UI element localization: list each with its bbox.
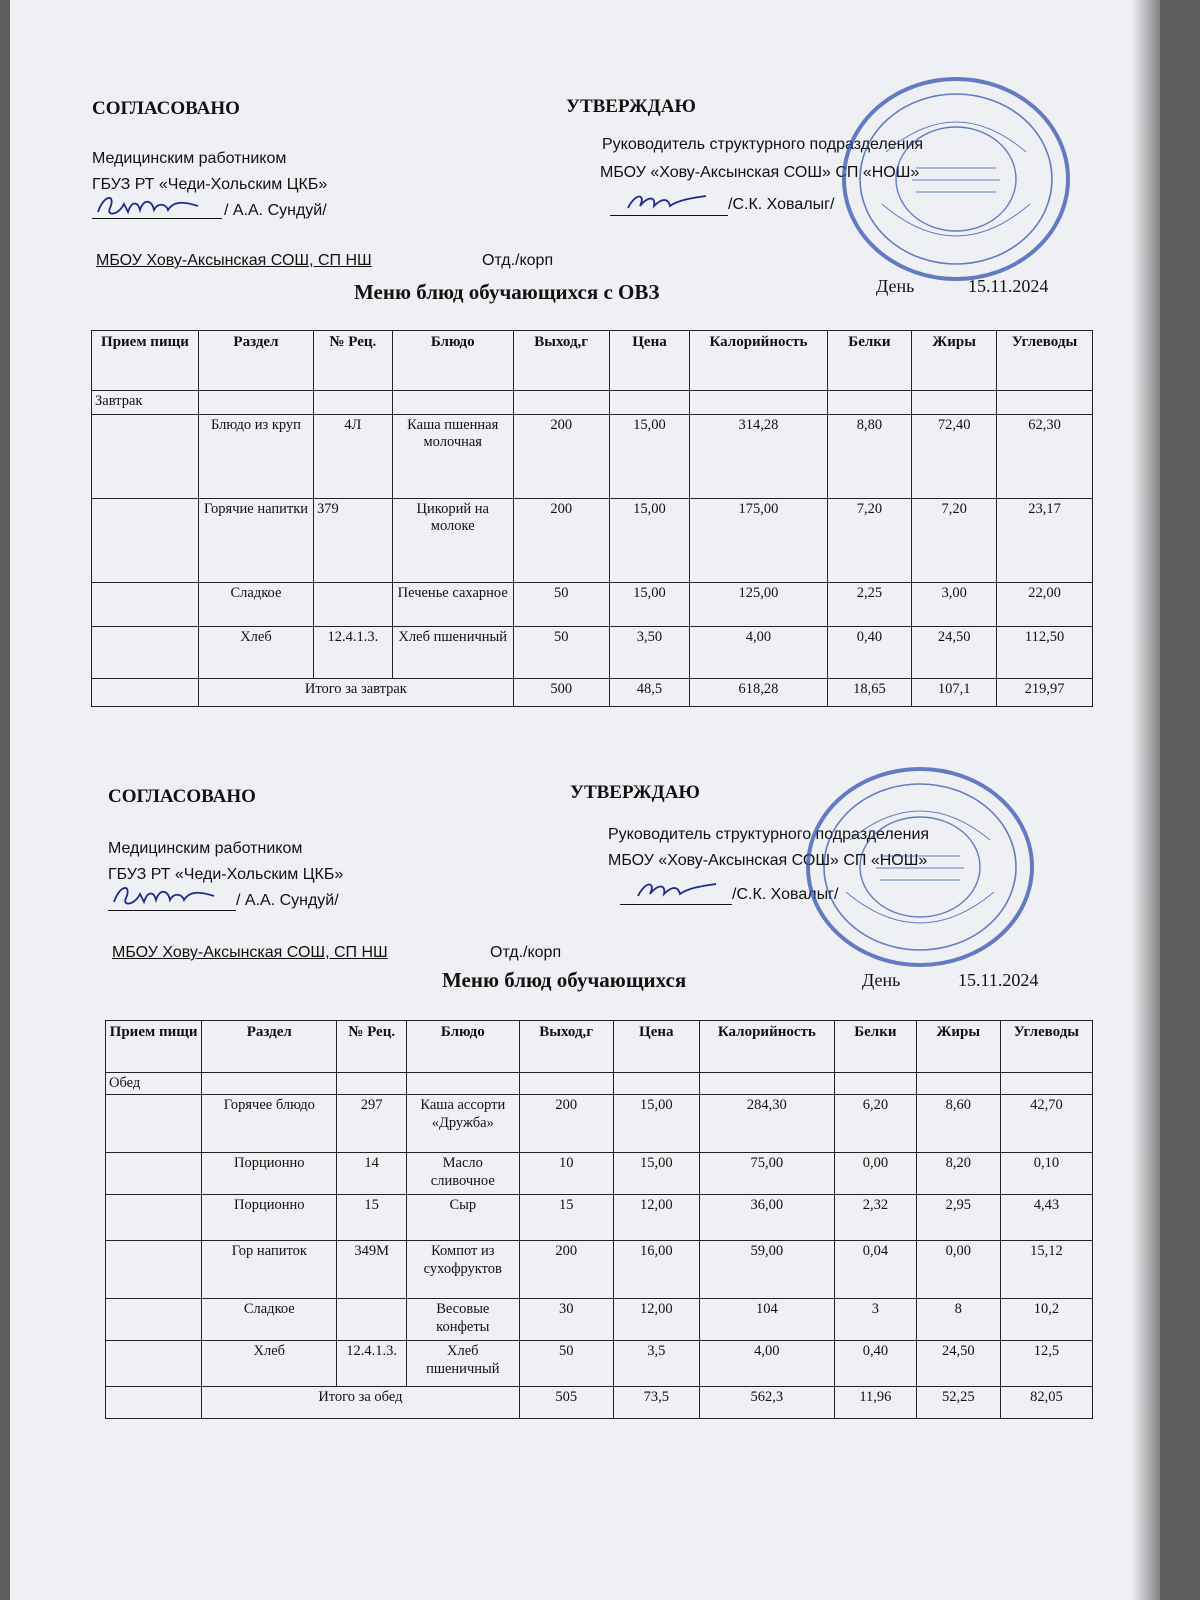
table-cell: 0,40 [827, 627, 912, 679]
table-cell: 15 [519, 1195, 613, 1241]
table-cell: 18,65 [827, 679, 912, 707]
table-cell: 12,00 [613, 1299, 699, 1341]
table-cell: 4,00 [690, 627, 827, 679]
table-cell: 618,28 [690, 679, 827, 707]
table-cell: 3 [834, 1299, 916, 1341]
medic-signature-line [108, 910, 236, 911]
table-cell: Сыр [406, 1195, 519, 1241]
col-header: Блюдо [406, 1021, 519, 1073]
menu-block-breakfast [10, 0, 1160, 730]
col-header: Углеводы [1000, 1021, 1092, 1073]
table-cell: 15,00 [609, 583, 690, 627]
table-cell: 349М [337, 1241, 407, 1299]
table-cell: 12,5 [1000, 1341, 1092, 1387]
table-cell: Хлеб [202, 1341, 337, 1387]
table-cell: 112,50 [997, 627, 1093, 679]
table-cell: Горячее блюдо [202, 1095, 337, 1153]
table-cell: 10,2 [1000, 1299, 1092, 1341]
school-name: МБОУ Хову-Аксынская СОШ, СП НШ [112, 944, 388, 961]
medic-signature [94, 190, 204, 222]
table-cell: 73,5 [613, 1387, 699, 1419]
table-cell: 219,97 [997, 679, 1093, 707]
table-cell: 4,00 [699, 1341, 834, 1387]
table-cell: 75,00 [699, 1153, 834, 1195]
lunch-table [105, 1020, 1093, 1419]
table-cell: 125,00 [690, 583, 827, 627]
table-cell [106, 1299, 202, 1341]
table-cell: 200 [519, 1241, 613, 1299]
table-cell: 14 [337, 1153, 407, 1195]
col-header: Углеводы [997, 331, 1093, 391]
medic-title: Медицинским работником [92, 150, 287, 167]
head-title: Руководитель структурного подразделения [608, 826, 930, 843]
table-cell: 15,00 [613, 1095, 699, 1153]
table-cell: 379 [313, 499, 392, 583]
table-cell [106, 1195, 202, 1241]
table-cell: 50 [519, 1341, 613, 1387]
table-cell: 15,00 [613, 1153, 699, 1195]
dept-label: Отд./корп [490, 944, 562, 961]
table-cell: 2,25 [827, 583, 912, 627]
table-row [106, 1153, 1093, 1195]
medic-signature [110, 880, 220, 912]
table-cell: Сладкое [198, 583, 313, 627]
table-cell [92, 583, 199, 627]
table-row [92, 499, 1093, 583]
day-label: День [862, 970, 901, 990]
document-page [10, 0, 1160, 1600]
day-label: День [876, 276, 915, 296]
table-cell [92, 415, 199, 499]
total-label: Итого за обед [202, 1387, 519, 1419]
table-cell: 175,00 [690, 499, 827, 583]
table-cell: 15,00 [609, 415, 690, 499]
meal-row [92, 391, 1093, 415]
table-cell: 314,28 [690, 415, 827, 499]
table-cell: 50 [513, 583, 609, 627]
col-header: Белки [834, 1021, 916, 1073]
table-cell: 3,00 [912, 583, 997, 627]
table-cell: 505 [519, 1387, 613, 1419]
medic-org: ГБУЗ РТ «Чеди-Хольским ЦКБ» [92, 176, 328, 193]
table-cell: Сладкое [202, 1299, 337, 1341]
table-cell: 200 [513, 415, 609, 499]
table-cell: Масло сливочное [406, 1153, 519, 1195]
official-stamp [838, 72, 1074, 286]
table-cell [92, 499, 199, 583]
table-cell: 52,25 [916, 1387, 1000, 1419]
table-cell: 0,40 [834, 1341, 916, 1387]
col-header: Выход,г [513, 331, 609, 391]
table-cell: 30 [519, 1299, 613, 1341]
table-cell: 50 [513, 627, 609, 679]
head-signature-line [620, 904, 732, 905]
breakfast-table [91, 330, 1093, 707]
table-cell: 62,30 [997, 415, 1093, 499]
table-cell: 7,20 [912, 499, 997, 583]
table-cell: 7,20 [827, 499, 912, 583]
table-cell: Гор напиток [202, 1241, 337, 1299]
table-cell: Порционно [202, 1195, 337, 1241]
approved-right-heading: УТВЕРЖДАЮ [570, 782, 700, 803]
table-cell: 0,10 [1000, 1153, 1092, 1195]
table-cell: 59,00 [699, 1241, 834, 1299]
table-cell: 2,95 [916, 1195, 1000, 1241]
col-header: Белки [827, 331, 912, 391]
table-cell: Каша ассорти «Дружба» [406, 1095, 519, 1153]
table-cell: 12.4.1.3. [313, 627, 392, 679]
head-org: МБОУ «Хову-Аксынская СОШ» СП «НОШ» [600, 164, 920, 181]
table-cell [337, 1299, 407, 1341]
menu-date: 15.11.2024 [968, 276, 1049, 296]
table-row [92, 415, 1093, 499]
table-cell: Хлеб пшеничный [406, 1341, 519, 1387]
table-cell: 15,12 [1000, 1241, 1092, 1299]
col-header: Выход,г [519, 1021, 613, 1073]
table-row [106, 1241, 1093, 1299]
table-cell: Каша пшенная молочная [392, 415, 513, 499]
medic-title: Медицинским работником [108, 840, 303, 857]
table-cell: 0,04 [834, 1241, 916, 1299]
col-header: Цена [609, 331, 690, 391]
table-cell: Горячие напитки [198, 499, 313, 583]
head-title: Руководитель структурного подразделения [602, 136, 924, 153]
table-cell: 4,43 [1000, 1195, 1092, 1241]
total-row [92, 679, 1093, 707]
table-header-row [106, 1021, 1093, 1073]
table-cell: 15,00 [609, 499, 690, 583]
table-cell: 107,1 [912, 679, 997, 707]
table-cell: 8,80 [827, 415, 912, 499]
medic-name: / А.А. Сундуй/ [224, 202, 327, 219]
meal-row [106, 1073, 1093, 1095]
table-cell: 562,3 [699, 1387, 834, 1419]
head-name: /С.К. Ховалыг/ [728, 196, 835, 213]
table-cell: Блюдо из круп [198, 415, 313, 499]
dept-label: Отд./корп [482, 252, 554, 269]
table-cell: 200 [519, 1095, 613, 1153]
table-cell: 48,5 [609, 679, 690, 707]
table-cell: 3,50 [609, 627, 690, 679]
table-cell: 500 [513, 679, 609, 707]
table-cell: 6,20 [834, 1095, 916, 1153]
table-cell: 3,5 [613, 1341, 699, 1387]
table-cell: 16,00 [613, 1241, 699, 1299]
table-row [106, 1341, 1093, 1387]
table-cell: 284,30 [699, 1095, 834, 1153]
medic-org: ГБУЗ РТ «Чеди-Хольским ЦКБ» [108, 866, 344, 883]
menu-date: 15.11.2024 [958, 970, 1039, 990]
table-cell: 23,17 [997, 499, 1093, 583]
official-stamp [802, 762, 1038, 972]
col-header: № Рец. [337, 1021, 407, 1073]
table-cell: 72,40 [912, 415, 997, 499]
table-cell: 12.4.1.3. [337, 1341, 407, 1387]
table-cell: 24,50 [916, 1341, 1000, 1387]
table-cell: 42,70 [1000, 1095, 1092, 1153]
table-cell: Весовые конфеты [406, 1299, 519, 1341]
table-cell: 24,50 [912, 627, 997, 679]
col-header: Раздел [198, 331, 313, 391]
table-cell: Порционно [202, 1153, 337, 1195]
school-name: МБОУ Хову-Аксынская СОШ, СП НШ [96, 252, 372, 269]
table-cell [106, 1153, 202, 1195]
table-cell: Печенье сахарное [392, 583, 513, 627]
col-header: Прием пищи [92, 331, 199, 391]
head-signature [622, 188, 712, 216]
menu-title: Меню блюд обучающихся с ОВЗ [354, 280, 660, 304]
table-cell: 10 [519, 1153, 613, 1195]
approved-right-heading: УТВЕРЖДАЮ [566, 96, 696, 117]
table-cell: 297 [337, 1095, 407, 1153]
head-org: МБОУ «Хову-Аксынская СОШ» СП «НОШ» [608, 852, 928, 869]
approved-left-heading: СОГЛАСОВАНО [92, 98, 240, 119]
table-row [106, 1299, 1093, 1341]
table-cell: 0,00 [834, 1153, 916, 1195]
table-cell: 11,96 [834, 1387, 916, 1419]
meal-label: Завтрак [92, 391, 199, 415]
meal-label: Обед [106, 1073, 202, 1095]
col-header: Калорийность [699, 1021, 834, 1073]
table-row [106, 1095, 1093, 1153]
table-cell: 15 [337, 1195, 407, 1241]
head-signature [632, 876, 722, 904]
table-cell: Хлеб [198, 627, 313, 679]
total-row [106, 1387, 1093, 1419]
table-header-row [92, 331, 1093, 391]
approved-left-heading: СОГЛАСОВАНО [108, 786, 256, 807]
table-row [106, 1195, 1093, 1241]
table-cell: Компот из сухофруктов [406, 1241, 519, 1299]
col-header: Прием пищи [106, 1021, 202, 1073]
table-cell [106, 1341, 202, 1387]
table-cell: Цикорий на молоке [392, 499, 513, 583]
table-cell: Хлеб пшеничный [392, 627, 513, 679]
table-cell: 12,00 [613, 1195, 699, 1241]
table-cell: 8,20 [916, 1153, 1000, 1195]
col-header: Раздел [202, 1021, 337, 1073]
table-cell: 8,60 [916, 1095, 1000, 1153]
table-cell: 22,00 [997, 583, 1093, 627]
table-row [92, 627, 1093, 679]
table-cell: 4Л [313, 415, 392, 499]
col-header: Блюдо [392, 331, 513, 391]
table-cell: 0,00 [916, 1241, 1000, 1299]
table-cell: 82,05 [1000, 1387, 1092, 1419]
col-header: Жиры [916, 1021, 1000, 1073]
table-cell [92, 627, 199, 679]
table-cell: 36,00 [699, 1195, 834, 1241]
table-cell [106, 1095, 202, 1153]
menu-title: Меню блюд обучающихся [442, 968, 687, 992]
col-header: Калорийность [690, 331, 827, 391]
table-cell: 8 [916, 1299, 1000, 1341]
total-label: Итого за завтрак [198, 679, 513, 707]
table-cell: 200 [513, 499, 609, 583]
table-cell [313, 583, 392, 627]
col-header: Жиры [912, 331, 997, 391]
table-row [92, 583, 1093, 627]
table-cell: 104 [699, 1299, 834, 1341]
col-header: № Рец. [313, 331, 392, 391]
head-name: /С.К. Ховалыг/ [732, 886, 839, 903]
medic-name: / А.А. Сундуй/ [236, 892, 339, 909]
col-header: Цена [613, 1021, 699, 1073]
table-cell: 2,32 [834, 1195, 916, 1241]
table-cell [106, 1241, 202, 1299]
